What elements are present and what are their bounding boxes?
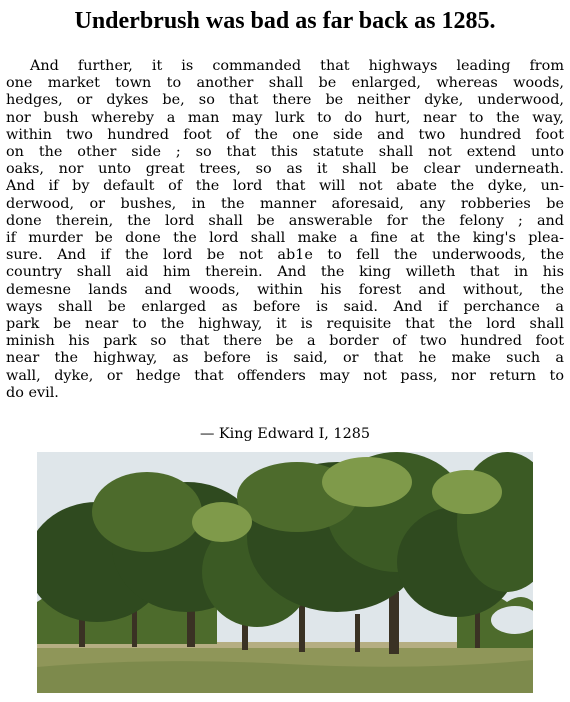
page-title: Underbrush was bad as far back as 1285. (74, 8, 496, 34)
quote-line: derwood, or bushes, in the manner aforesaid, any robberies be (6, 195, 564, 212)
quote-line: do evil. (6, 384, 59, 401)
quote-line: on the other side ; so that this statute shall not extend unto (6, 144, 564, 161)
quote-paragraph (6, 58, 564, 402)
quote-line: And further, it is commanded that highways leading from (30, 58, 564, 74)
quote-line: done therein, the lord shall be answerable for the felony ; and (6, 212, 564, 229)
quote-line: park be near to the highway, it is requisite that the lord shall (6, 316, 564, 333)
quote-line: sure. And if the lord be not ab1e to fell the underwoods, the (6, 247, 564, 264)
quote-line: wall, dyke, or hedge that offenders may not pass, nor return to (6, 367, 564, 384)
quote-line: demesne lands and woods, within his forest and without, the (6, 281, 564, 298)
quote-line: oaks, nor unto great trees, so as it shall be clear underneath. (6, 161, 564, 178)
quote-line: And if by default of the lord that will not abate the dyke, un- (6, 178, 564, 195)
quote-line: hedges, or dykes be, so that there be neither dyke, underwood, (6, 92, 564, 109)
quote-line: minish his park so that there be a border of two hundred foot (6, 333, 564, 350)
quote-line: nor bush whereby a man may lurk to do hurt, near to the way, (6, 109, 564, 126)
quote-line: country shall aid him therein. And the king willeth that in his (6, 264, 564, 281)
quote-attribution: — King Edward I, 1285 (199, 426, 371, 442)
quote-line: if murder be done the lord shall make a fine at the king's plea- (6, 230, 564, 247)
quote-line: ways shall be enlarged as before is said. And if perchance a (6, 298, 564, 315)
park-trees-photo (37, 452, 533, 693)
quote-line: near the highway, as before is said, or that he make such a (6, 350, 564, 367)
quote-line: within two hundred foot of the one side and two hundred foot (6, 126, 564, 143)
quote-line: one market town to another shall be enlarged, whereas woods, (6, 75, 564, 92)
